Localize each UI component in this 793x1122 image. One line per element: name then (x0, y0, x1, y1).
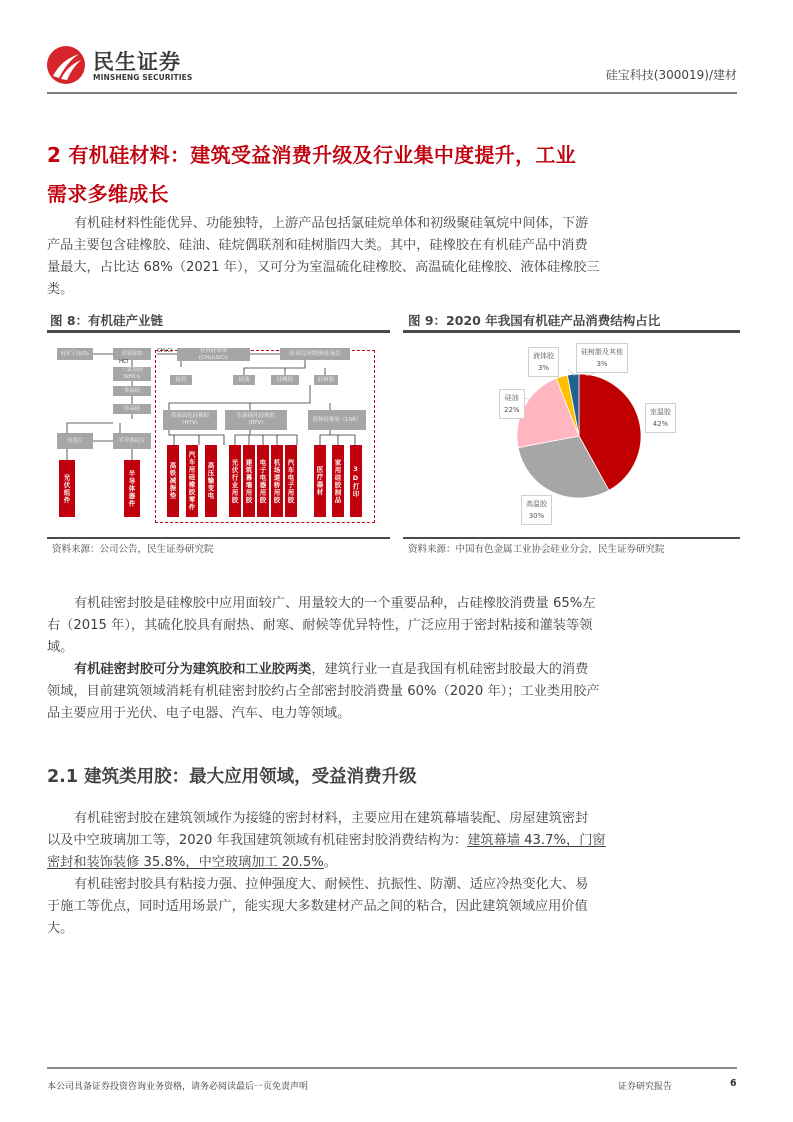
text-line: 于施工等优点，同时适用场景广，能实现大多数建材产品之间的粘合，因此建筑领域应用价值 (47, 899, 588, 914)
footer-disclaimer: 本公司具备证券投资咨询业务资格，请务必阅读最后一页免责声明 (47, 1082, 309, 1092)
product-htv-1: 高铁减振垫 (167, 445, 179, 517)
text-line: 量最大，占比达 68%（2021 年），又可分为室温硫化硅橡胶、高温硫化硅橡胶、液体硅橡胶三 (47, 260, 600, 275)
node-siloxane: 硅氧烷/初级聚硅氧烷 (280, 348, 350, 360)
product-rtv-5: 汽车电子用胶 (285, 445, 297, 517)
figure9-source: 资料来源：中国有色金属工业协会硅业分会，民生证券研究院 (408, 544, 665, 555)
node-monomer (177, 348, 250, 361)
product-pv-module: 光伏组件 (59, 460, 75, 517)
sealant-types-paragraph (47, 659, 737, 725)
node-metal-si: 金属硅Si (113, 348, 151, 360)
pie-label-value: 42% (652, 420, 669, 428)
logo-mark-icon (47, 46, 85, 84)
node-silicone-oil: 硅油 (233, 375, 255, 385)
consumption-structure-pie-chart (405, 340, 745, 530)
label-hcl: HCl (119, 359, 129, 365)
text-line: 领域，目前建筑领域消耗有机硅密封胶约占全部密封胶消费量 60%（2020 年）；工业类用胶产 (47, 684, 600, 699)
node-text: SiHCl₃ (123, 374, 141, 380)
pie-svg (405, 340, 745, 530)
node-text: (HTV) (182, 420, 198, 426)
node-htv (163, 410, 217, 430)
node-text: (CH₃)₂SiCl₂ (198, 354, 229, 361)
text-line: 类。 (47, 282, 74, 297)
product-htv-3: 高压输变电 (205, 445, 217, 517)
pie-label-resin-other (576, 343, 628, 373)
silicone-industry-chain-diagram (55, 345, 380, 525)
text-line: 右（2015 年），其硫化胶具有耐热、耐寒、耐候等优异特性，广泛应用于密封粘接和灌装等领 (47, 618, 593, 633)
section-title-line1: 2 有机硅材料：建筑受益消费升级及行业集中度提升，工业 (47, 143, 576, 167)
header-divider (47, 92, 737, 94)
product-lsr-3: 3D打印 (350, 445, 362, 517)
figure9-bottom-rule (403, 537, 740, 539)
node-text: 三氯氢硅 (120, 367, 143, 374)
product-semiconductor: 半导体器件 (124, 460, 140, 517)
page-number: 6 (730, 1078, 737, 1089)
product-lsr-2: 家用硅胶制品 (332, 445, 344, 517)
product-htv-2: 汽车用硅橡胶零件 (186, 445, 198, 517)
node-text: 室温硫化硅橡胶 (236, 413, 276, 420)
node-silane: 硅烷 (170, 375, 192, 385)
pie-label-name: 液体胶 (533, 352, 554, 360)
minsheng-logo (47, 44, 207, 88)
node-polysilicon: 多晶硅 (113, 386, 151, 396)
report-tag: 硅宝科技(300019)/建材 (605, 68, 737, 82)
subsection-title: 2.1 建筑类用胶：最大应用领域，受益消费升级 (47, 767, 417, 787)
figure8-bottom-rule (47, 537, 390, 539)
pie-label-silicone-oil (499, 389, 525, 419)
pie-label-htv (521, 495, 552, 525)
figure9-top-rule (403, 330, 740, 333)
figure8-top-rule (47, 330, 390, 333)
building-sealant-paragraph (47, 808, 737, 874)
advantages-paragraph (47, 874, 737, 940)
section-title-line2: 需求多维成长 (47, 182, 169, 206)
product-rtv-3: 电子电器用胶 (257, 445, 269, 517)
text-line: 大。 (47, 921, 74, 936)
logo-cn-text: 民生证券 (93, 50, 181, 74)
node-monosilicon: 单晶硅 (113, 404, 151, 414)
text-line: 有机硅密封胶在建筑领域作为接缝的密封材料，主要应用在建筑幕墙装配、房屋建筑密封 (74, 811, 589, 826)
underlined-stat: 密封和装饰装修 35.8%，中空玻璃加工 20.5% (47, 855, 324, 870)
text-line: 密封和装饰装修 35.8%，中空玻璃加工 20.5%。 (47, 855, 337, 870)
node-text: 有机硅单体 (199, 347, 228, 354)
pie-label-name: 硅树脂及其他 (581, 348, 623, 356)
node-text: 高温硫化硅橡胶 (170, 413, 210, 420)
product-rtv-4: 机场道桥用胶 (271, 445, 283, 517)
text-line: 品主要应用于光伏、电子电器、汽车、电力等领域。 (47, 706, 351, 721)
product-lsr-1: 医疗器材 (314, 445, 326, 517)
label-ch3cl: CH₃Cl (157, 348, 173, 354)
footer-divider (47, 1067, 737, 1069)
text-line: 产品主要包含硅橡胶、硅油、硅烷偶联剂和硅树脂四大类。其中，硅橡胶在有机硅产品中消费 (47, 238, 588, 253)
figure8-source: 资料来源：公司公告，民生证券研究院 (52, 544, 214, 555)
page-header (47, 44, 737, 92)
product-rtv-1: 光伏行业用胶 (229, 445, 241, 517)
pie-label-name: 硅油 (504, 394, 519, 402)
pie-label-value: 30% (528, 512, 545, 520)
bold-lead: 有机硅密封胶可分为建筑胶和工业胶两类 (74, 662, 312, 677)
text-line: 有机硅密封胶是硅橡胶中应用面较广、用量较大的一个重要品种，占硅橡胶消费量 65%左 (74, 596, 596, 611)
pie-label-value: 22% (504, 406, 520, 414)
node-solar-cell: 电池片 (57, 433, 93, 449)
node-wafer: 半导体硅片 (113, 433, 151, 449)
pie-label-rtv (645, 403, 676, 433)
node-text: (RTV) (248, 420, 264, 426)
intro-paragraph (47, 213, 737, 301)
pie-label-value: 3% (537, 364, 550, 372)
text-line: 域。 (47, 640, 74, 655)
pie-label-name: 高温胶 (526, 500, 547, 508)
sealant-paragraph (47, 593, 737, 659)
node-lsr: 液体硅橡胶（LSR） (308, 410, 366, 430)
footer-doc-type: 证券研究报告 (618, 1082, 673, 1092)
product-rtv-2: 建筑幕墙用胶 (243, 445, 255, 517)
pie-label-name: 室温胶 (650, 408, 671, 416)
node-silicone-resin: 硅树脂 (314, 375, 338, 385)
text-line: 有机硅密封胶具有粘接力强、拉伸强度大、耐候性、抗振性、防潮、适应冷热变化大、易 (74, 877, 589, 892)
node-silicone-rubber: 硅橡胶 (271, 375, 299, 385)
text-line: 有机硅密封胶可分为建筑胶和工业胶两类，建筑行业一直是我国有机硅密封胶最大的消费 (74, 662, 589, 677)
figure9-title: 图 9：2020 年我国有机硅产品消费结构占比 (408, 313, 661, 328)
text-line: 以及中空玻璃加工等，2020 年我国建筑领域有机硅密封胶消费结构为：建筑幕墙 43.7%，门窗 (47, 833, 606, 848)
pie-label-value: 3% (596, 360, 608, 368)
node-rtv (225, 410, 287, 430)
node-trichlorosilane (113, 367, 151, 381)
underlined-stat: 建筑幕墙 43.7%，门窗 (467, 833, 606, 848)
logo-en-text: MINSHENG SECURITIES (93, 73, 193, 82)
figure8-title: 图 8：有机硅产业链 (50, 313, 164, 328)
text-line: 有机硅材料性能优异、功能独特，上游产品包括氯硅烷单体和初级聚硅氧烷中间体，下游 (74, 216, 589, 231)
pie-label-liquid-rubber (528, 347, 559, 377)
node-ore: 硅矿石SiO₂ (57, 348, 93, 360)
